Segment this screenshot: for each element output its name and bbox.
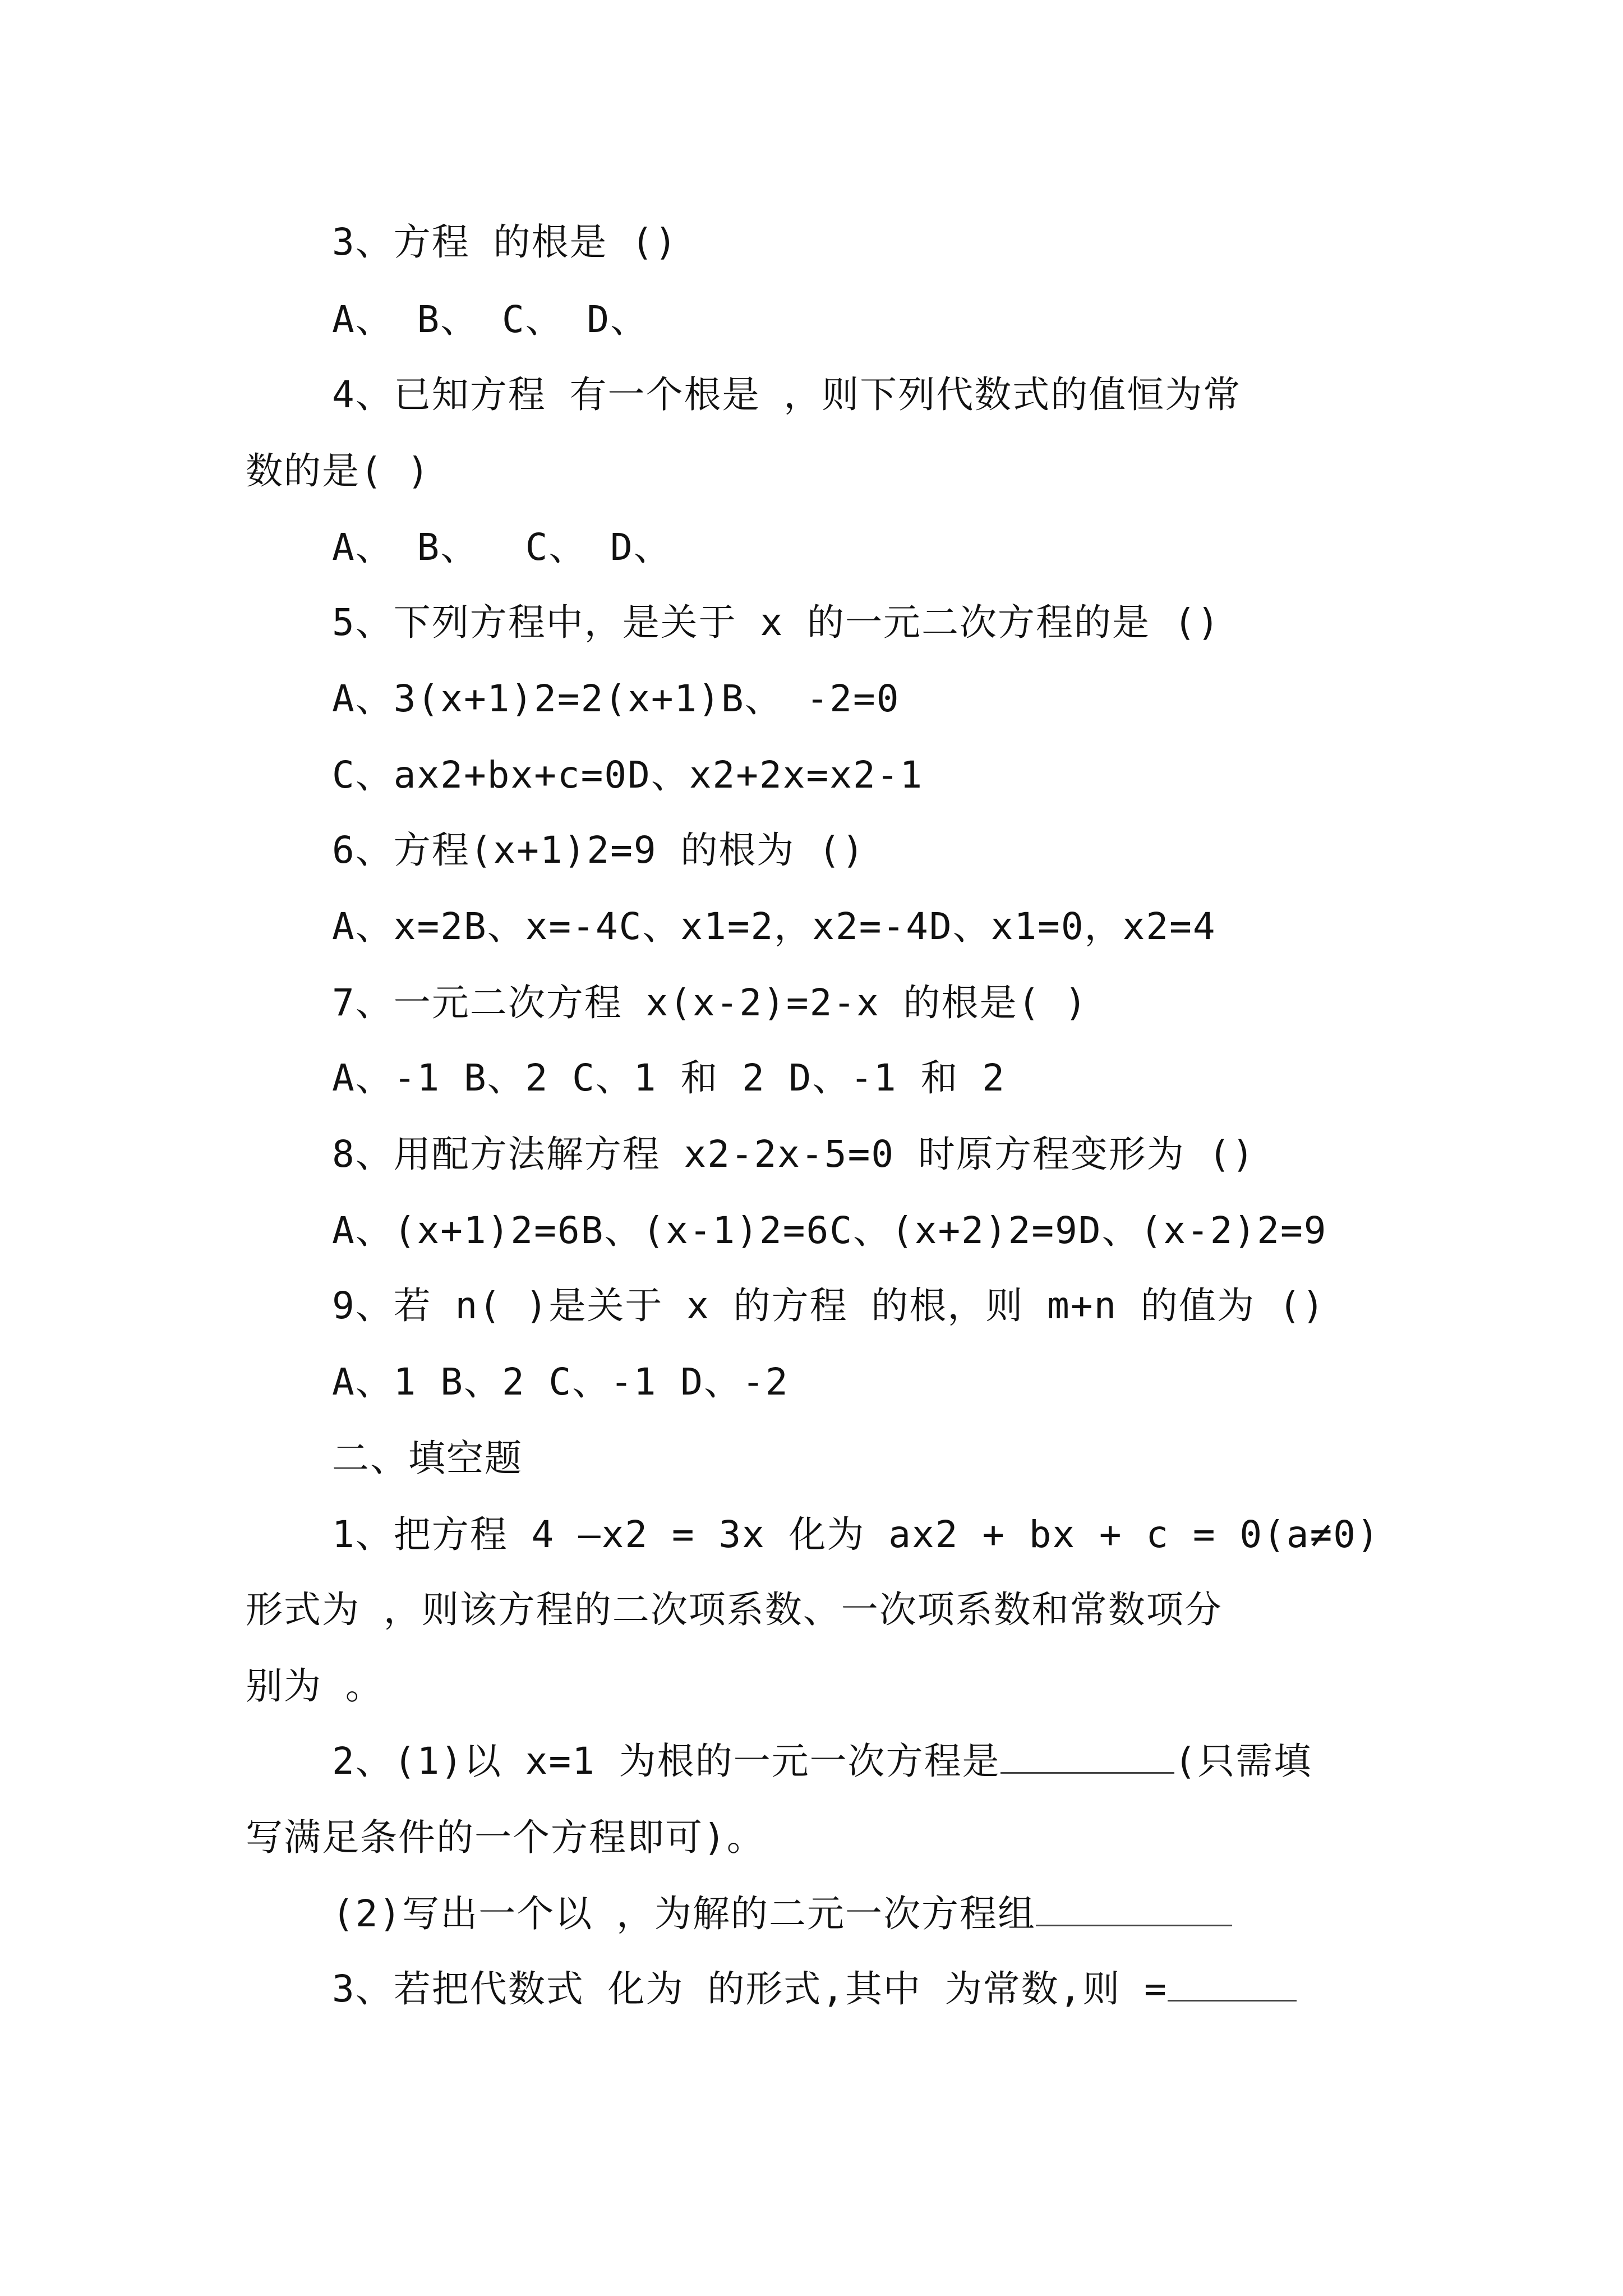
question-3-options: A、 B、 C、 D、: [332, 298, 649, 341]
fill-question-1-continued: 形式为 ，则该方程的二次项系数、一次项系数和常数项分: [246, 1588, 1223, 1631]
fill-question-2-part-2: [332, 1892, 1232, 1936]
question-5-options-cd: C、ax2+bx+c=0D、x2+2x=x2-1: [332, 753, 924, 797]
fill-question-2-part-1-continued: 写满足条件的一个方程即可)。: [246, 1816, 765, 1859]
fill-question-2-part-1: [332, 1739, 1312, 1784]
question-9-options: A、1 B、2 C、-1 D、-2: [332, 1360, 789, 1404]
fill-question-2-text: 2、(1)以 x=1 为根的一元一次方程是: [332, 1740, 1000, 1783]
section-heading-fill-in: 二、填空题: [332, 1437, 523, 1480]
question-9: 9、若 n( )是关于 x 的方程 的根，则 m+n 的值为 (): [332, 1284, 1326, 1327]
question-8: 8、用配方法解方程 x2-2x-5=0 时原方程变形为 (): [332, 1133, 1256, 1176]
question-7-options: A、-1 B、2 C、1 和 2 D、-1 和 2: [332, 1056, 1006, 1099]
question-7: 7、一元二次方程 x(x-2)=2-x 的根是( ): [332, 981, 1088, 1024]
question-4: 4、已知方程 有一个根是 ，则下列代数式的值恒为常: [332, 373, 1242, 416]
answer-blank[interactable]: [1036, 1892, 1232, 1926]
fill-question-1: 1、把方程 4 —x2 = 3x 化为 ax2 + bx + c = 0(a≠0): [332, 1513, 1380, 1556]
question-5: 5、下列方程中，是关于 x 的一元二次方程的是 (): [332, 601, 1221, 644]
question-4-continued: 数的是( ): [246, 449, 431, 493]
question-6-options: A、x=2B、x=-4C、x1=2，x2=-4D、x1=0，x2=4: [332, 905, 1216, 948]
answer-blank[interactable]: [1168, 1967, 1297, 2001]
question-8-options: A、(x+1)2=6B、(x-1)2=6C、(x+2)2=9D、(x-2)2=9: [332, 1209, 1327, 1252]
fill-question-1-end: 别为 。: [246, 1664, 384, 1708]
fill-question-2-part-2-text: (2)写出一个以 ，为解的二元一次方程组: [332, 1892, 1036, 1935]
fill-question-3: [332, 1967, 1297, 2012]
question-6: 6、方程(x+1)2=9 的根为 (): [332, 829, 865, 872]
fill-question-3-text: 3、若把代数式 化为 的形式,其中 为常数,则 =: [332, 1967, 1168, 2010]
answer-blank[interactable]: [1000, 1740, 1174, 1774]
fill-question-2-hint: (只需填: [1174, 1740, 1312, 1783]
question-3: 3、方程 的根是 (): [332, 220, 678, 264]
question-4-options: A、 B、 C、 D、: [332, 526, 672, 569]
question-5-options-ab: A、3(x+1)2=2(x+1)B、 -2=0: [332, 677, 900, 720]
